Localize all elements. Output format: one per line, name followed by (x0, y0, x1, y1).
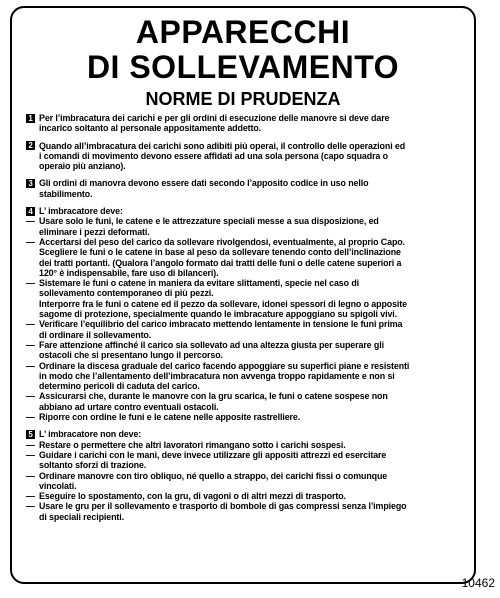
s4-b2: Scegliere le funi o le catene in base al peso da sollevare tenendo conto dell’inclinazione (39, 247, 401, 258)
section-2 (26, 141, 464, 172)
s4-c1: Sistemare le funi o catene in maniera da evitare slittamenti, specie nel caso di (39, 278, 360, 289)
section-4 (26, 206, 464, 422)
sign-title (12, 15, 474, 85)
s5-b2: soltanto sforzi di trazione. (39, 460, 147, 471)
section-5 (26, 429, 464, 522)
s4-e2: ostacoli che si presentano lungo il percorso. (39, 350, 223, 361)
s4-c2: sollevamento contemporaneo di più pezzi. (39, 288, 214, 299)
section-4-heading: L’ imbracatore deve: (39, 206, 123, 217)
product-code: 10462 (461, 576, 495, 590)
s4-d1: Verificare l’equilibrio del carico imbracato mettendo lentamente in tensione le funi prima (39, 319, 403, 330)
s4-h1: Riporre con ordine le funi e le catene nelle apposite rastrelliere. (39, 412, 301, 423)
title-line-2: DI SOLLEVAMENTO (86, 49, 400, 85)
s5-b1: Guidare i carichi con le mani, deve invece utilizzare gli appositi attrezzi ed esercitare (39, 449, 387, 460)
dash-icon: — (26, 439, 35, 450)
s4-e1: Fare attenzione affinché il carico sia sollevato ad una altezza giusta per superare gli (39, 339, 384, 350)
section-3-line-2: stabilimento. (39, 188, 93, 199)
dash-icon: — (26, 339, 35, 350)
s5-a1: Restare o permettere che altri lavoratori rimangano sotto i carichi sospesi. (39, 439, 346, 450)
s5-c2: vincolati. (39, 480, 77, 491)
section-number-1: 1 (26, 114, 35, 123)
dash-icon: — (26, 449, 35, 460)
section-5-heading: L’ imbracatore non deve: (39, 429, 142, 440)
safety-sign (10, 6, 476, 584)
s4-f1: Ordinare la discesa graduale del carico facendo appoggiare su superfici piane e resistenti (39, 360, 410, 371)
section-number-2: 2 (26, 141, 35, 150)
s4-a2: eliminare i pezzi deformati. (39, 226, 150, 237)
section-number-4: 4 (26, 207, 35, 216)
s4-b1: Accertarsi del peso del carico da sollevare rivolgendosi, eventualmente, al proprio Capo. (39, 236, 405, 247)
s4-a1: Usare solo le funi, le catene e le attrezzature speciali messe a sua disposizione, ed (39, 216, 379, 227)
s5-e1: Usare le gru per il sollevamento e trasporto di bombole di gas compressi senza l’impiego (39, 501, 407, 512)
s4-f3: determino pericoli di caduta del carico. (39, 381, 200, 392)
section-1-line-1: Per l’imbracatura dei carichi e per gli ordini di esecuzione delle manovre si deve dare (39, 113, 390, 123)
dash-icon: — (26, 470, 35, 481)
s4-b3: dei tratti portanti. (Qualora l’angolo formato dai tratti delle funi o delle catene superiori a (39, 257, 402, 268)
s4-g2: abbiano ad urtare contro eventuali ostacoli. (39, 401, 219, 412)
dash-icon: — (26, 501, 35, 512)
s4-b4: 120° è indispensabile, fare uso di bilanceri). (39, 267, 219, 278)
s5-d1: Eseguire lo spostamento, con la gru, di vagoni o di altri mezzi di trasporto. (39, 491, 346, 502)
section-2-line-1: Quando all’imbracatura dei carichi sono adibiti più operai, il controllo delle operazioni ed (39, 140, 406, 151)
title-line-1: APPARECCHI (135, 14, 351, 50)
s4-c3: Interporre fra le funi o catene ed il pezzo da sollevare, idonei spessori di legno o apposite (39, 298, 407, 309)
s4-f2: in modo che l’allentamento dell’imbracatura non avvenga troppo rapidamente e non si (39, 370, 395, 381)
s5-c1: Ordinare manovre con tiro obliquo, né quello a strappo, dei carichi fissi o comunque (39, 470, 388, 481)
s4-g1: Assicurarsi che, durante le manovre con la gru scarica, le funi o catene sospese non (39, 391, 388, 402)
section-number-5: 5 (26, 430, 35, 439)
dash-icon: — (26, 216, 35, 227)
dash-icon: — (26, 319, 35, 330)
section-3-line-1: Gli ordini di manovra devono essere dati secondo l’apposito codice in uso nello (39, 178, 369, 189)
sign-body (12, 113, 474, 522)
s5-e2: di speciali recipienti. (39, 511, 125, 522)
dash-icon: — (26, 391, 35, 402)
sign-subtitle: NORME DI PRUDENZA (145, 89, 341, 109)
s4-d2: di ordinare il sollevamento. (39, 329, 152, 340)
section-1 (26, 113, 464, 134)
dash-icon: — (26, 236, 35, 247)
s4-c4: sagome di protezione, specialmente quando le imbracature appoggiano su spigoli vivi. (39, 309, 398, 320)
section-1-line-2: incarico soltanto al personale appositamente addetto. (39, 123, 262, 134)
dash-icon: — (26, 360, 35, 371)
section-2-line-3: operaio più anziano). (39, 161, 126, 172)
section-number-3: 3 (26, 179, 35, 188)
section-3 (26, 178, 464, 199)
dash-icon: — (26, 412, 35, 423)
dash-icon: — (26, 278, 35, 289)
dash-icon: — (26, 491, 35, 502)
section-2-line-2: i comandi di movimento devono essere affidati ad una sola persona (capo squadra o (39, 150, 388, 161)
